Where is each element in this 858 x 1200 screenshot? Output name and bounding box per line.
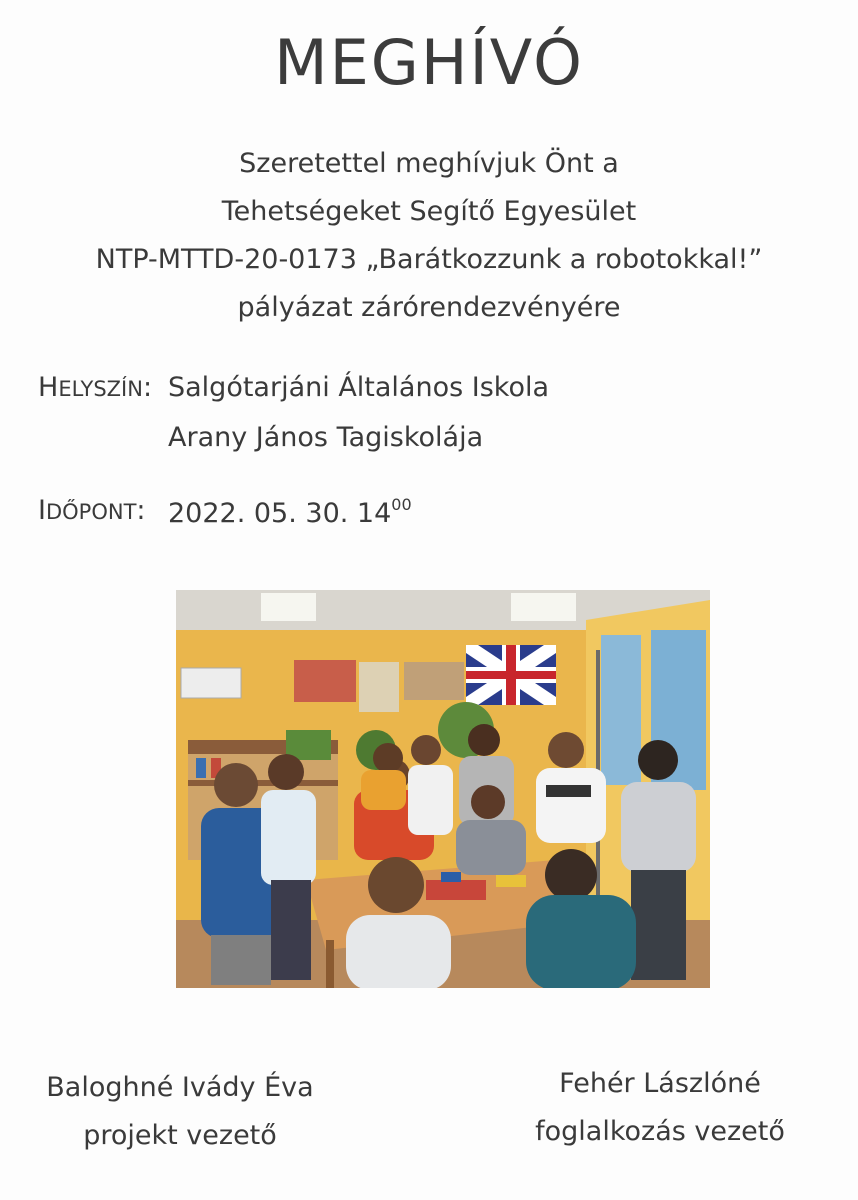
intro-line: NTP-MTTD-20-0173 „Barátkozzunk a robotokkal!” <box>95 244 763 275</box>
signature-session-lead <box>510 1060 810 1156</box>
intro-line: Tehetségeket Segítő Egyesület <box>221 196 637 227</box>
intro-line: Szeretettel meghívjuk Önt a <box>239 148 619 179</box>
time-value: 2022. 05. 30. $14^{00}$ <box>168 495 412 529</box>
classroom-photo <box>176 590 710 988</box>
signature-project-lead <box>30 1064 330 1160</box>
time-label: IDŐPONT: <box>38 495 146 526</box>
venue-line-2: Arany János Tagiskolája <box>168 422 484 453</box>
signature-name: Baloghné Ivády Éva <box>46 1072 314 1103</box>
intro-text <box>0 140 858 332</box>
signature-role: projekt vezető <box>83 1120 277 1151</box>
intro-line: pályázat zárórendezvényére <box>237 292 621 323</box>
venue-label: HELYSZÍN: <box>38 372 153 403</box>
venue-line-1: Salgótarjáni Általános Iskola <box>168 372 550 403</box>
signature-role: foglalkozás vezető <box>535 1116 785 1147</box>
invitation-title: MEGHÍVÓ <box>274 26 584 99</box>
signature-name: Fehér Lászlóné <box>559 1068 761 1099</box>
